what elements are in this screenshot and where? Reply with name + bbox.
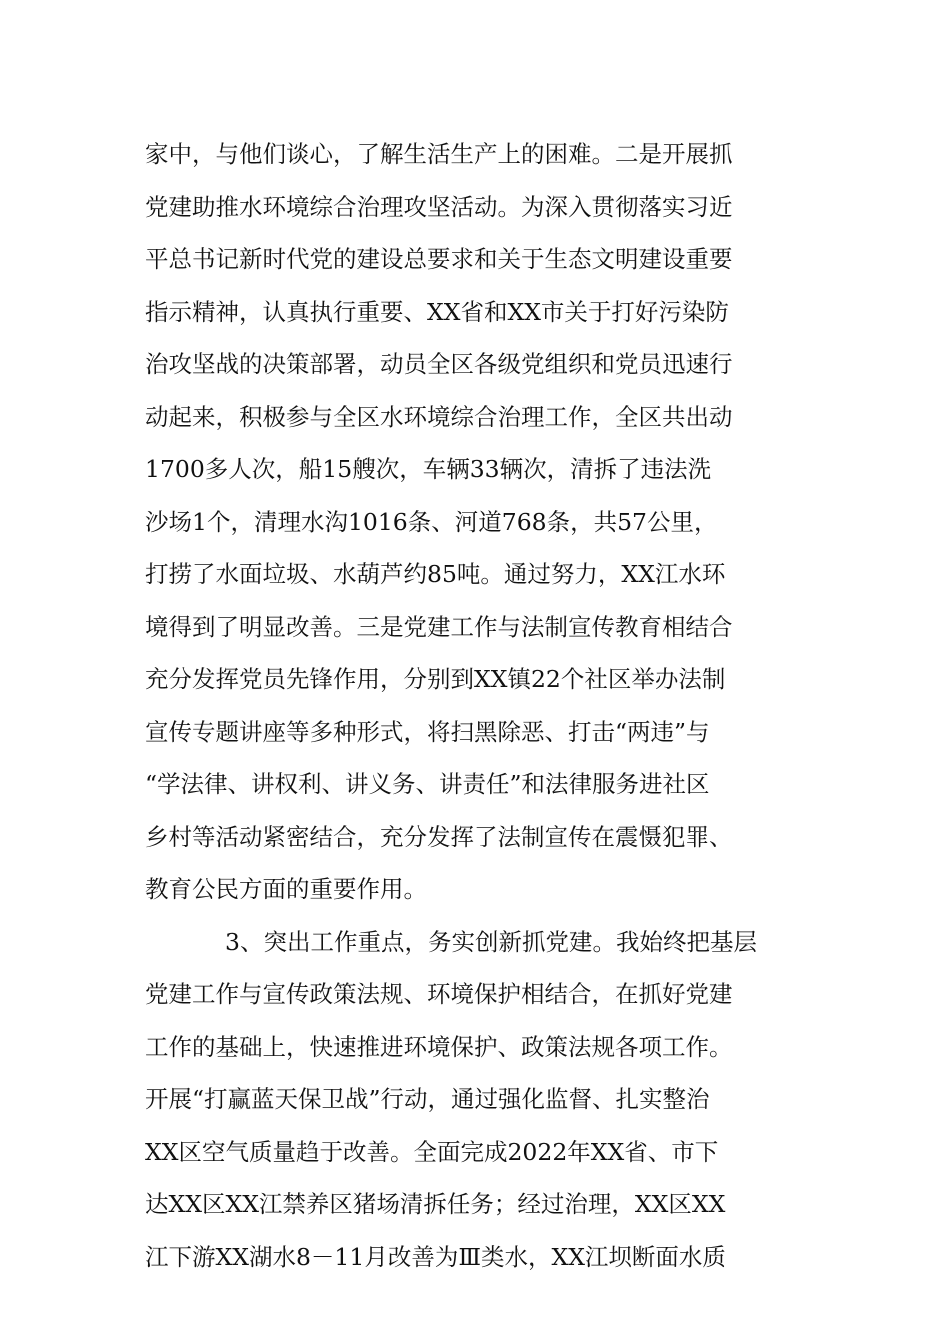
text-line: 充分发挥党员先锋作用，分别到XX镇22个社区举办法制	[145, 665, 726, 693]
text-line: 沙场1个，清理水沟1016条、河道768条，共57公里，	[145, 507, 718, 536]
text-line: 乡村等活动紧密结合，充分发挥了法制宣传在震慑犯罪、	[145, 822, 733, 851]
text-line: 党建工作与宣传政策法规、环境保护相结合，在抓好党建	[145, 980, 733, 1008]
text-line: 打捞了水面垃圾、水葫芦约85吨。通过努力，XX江水环	[145, 560, 726, 588]
text-line: “学法律、讲权利、讲义务、讲责任”和法律服务进社区	[145, 770, 710, 798]
text-line: 教育公民方面的重要作用。	[145, 875, 427, 903]
text-line: 动起来，积极参与全区水环境综合治理工作，全区共出动	[145, 402, 733, 431]
text-line: 开展“打赢蓝天保卫战”行动，通过强化监督、扎实整治	[145, 1085, 710, 1113]
text-line: XX区空气质量趋于改善。全面完成2022年XX省、市下	[145, 1137, 719, 1166]
text-line: 党建助推水环境综合治理攻坚活动。为深入贯彻落实习近	[145, 192, 733, 221]
text-line: 境得到了明显改善。三是党建工作与法制宣传教育相结合	[145, 612, 733, 641]
text-line: 指示精神，认真执行重要、XX省和XX市关于打好污染防	[145, 297, 729, 326]
text-line: 达XX区XX江禁养区猪场清拆任务；经过治理，XX区XX	[145, 1190, 726, 1218]
text-line: 家中，与他们谈心，了解生活生产上的困难。二是开展抓	[145, 140, 733, 168]
text-line: 宣传专题讲座等多种形式，将扫黑除恶、打击“两违”与	[145, 717, 710, 746]
text-line: 平总书记新时代党的建设总要求和关于生态文明建设重要	[145, 245, 733, 273]
body-text	[145, 128, 835, 1283]
paragraph-start-line: 3、突出工作重点，务实创新抓党建。我始终把基层	[225, 927, 757, 956]
text-line: 工作的基础上，快速推进环境保护、政策法规各项工作。	[145, 1032, 733, 1061]
text-line: 治攻坚战的决策部署，动员全区各级党组织和党员迅速行	[145, 350, 733, 378]
text-line: 江下游XX湖水8－11月改善为Ⅲ类水，XX江坝断面水质	[145, 1242, 726, 1271]
text-line: 1700多人次，船15艘次，车辆33辆次，清拆了违法洗	[145, 455, 712, 483]
